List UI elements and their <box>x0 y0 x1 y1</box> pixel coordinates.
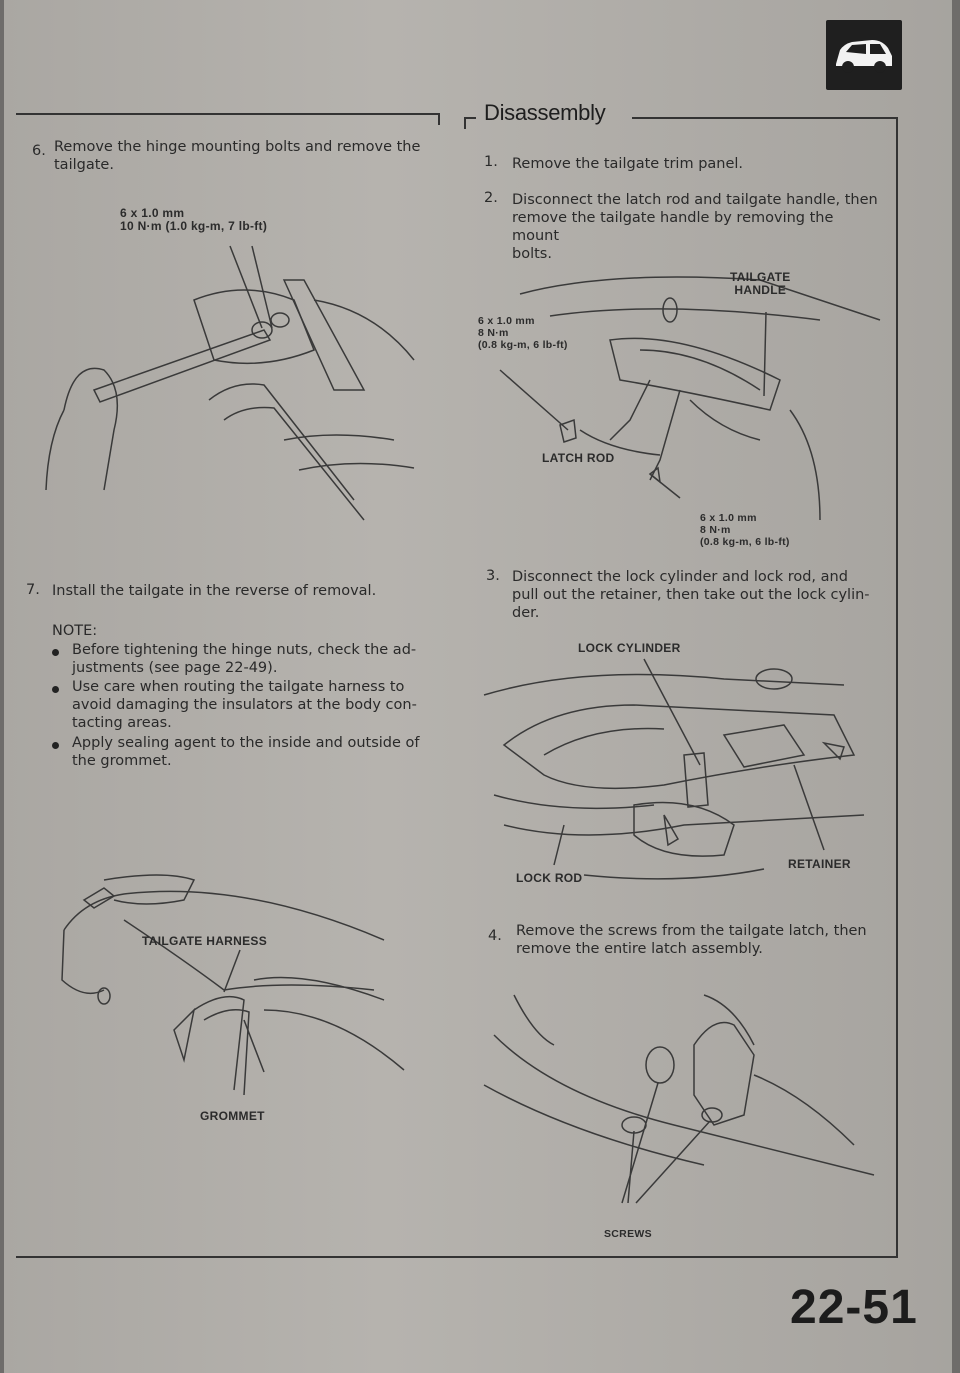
note-bullet-2 <box>52 686 59 693</box>
step-3-text <box>512 568 882 622</box>
section-title: Disassembly <box>484 100 606 125</box>
lock-cylinder-label: LOCK CYLINDER <box>578 641 681 655</box>
hinge-bolt-torque: 10 N·m (1.0 kg-m, 7 lb-ft) <box>120 219 268 233</box>
step-7-number: 7. <box>26 582 40 598</box>
torque-leader-line <box>230 246 262 328</box>
step-6-line-1: Remove the hinge mounting bolts and remove the <box>54 139 421 155</box>
left-top-tick <box>438 113 440 125</box>
step-4-line-1: Remove the screws from the tailgate latch, then <box>516 923 867 939</box>
note-2-line-1: Use care when routing the tailgate harness to <box>72 679 405 695</box>
tailgate-handle-label <box>730 271 791 297</box>
step-2-line-3: bolts. <box>512 246 552 262</box>
note-bullet-1 <box>52 649 59 656</box>
latch-rod-label: LATCH ROD <box>542 451 615 465</box>
latch-bolt-torque-imperial: (0.8 kg-m, 6 lb-ft) <box>700 536 790 548</box>
latch-bolt-torque-nm: 8 N·m <box>700 524 731 536</box>
step-3-number: 3. <box>486 568 500 584</box>
note-1-line-2: justments (see page 22-49). <box>72 660 278 676</box>
note-3-line-2: the grommet. <box>72 753 172 769</box>
lock-rod-label: LOCK ROD <box>516 871 583 885</box>
left-top-rule <box>16 113 440 115</box>
tailgate-handle-line-1: TAILGATE <box>730 270 791 284</box>
step-1-number: 1. <box>484 154 498 170</box>
step-7-text: Install the tailgate in the reverse of removal. <box>52 583 377 599</box>
step-2-line-1: Disconnect the latch rod and tailgate handle, then <box>512 192 878 208</box>
car-body-icon <box>826 20 902 90</box>
note-2 <box>72 678 442 732</box>
note-3 <box>72 734 442 770</box>
step-4-line-2: remove the entire latch assembly. <box>516 941 763 957</box>
screw-leader-3 <box>636 1121 710 1203</box>
manual-page <box>4 0 952 1373</box>
step-3-line-1: Disconnect the lock cylinder and lock rod, and <box>512 569 848 585</box>
note-bullet-3 <box>52 742 59 749</box>
note-1-line-1: Before tightening the hinge nuts, check the ad- <box>72 642 417 658</box>
handle-torque-spec <box>478 315 568 351</box>
step-4-number: 4. <box>488 928 502 944</box>
tailgate-handle-line-2: HANDLE <box>734 283 787 297</box>
harness-illustration <box>44 860 424 1110</box>
note-3-line-1: Apply sealing agent to the inside and outside of <box>72 735 420 751</box>
hinge-bolt-size: 6 x 1.0 mm <box>120 206 185 220</box>
grommet-label: GROMMET <box>200 1109 265 1123</box>
hinge-torque-spec <box>120 207 267 233</box>
step-2-text <box>512 191 882 263</box>
step-4-text <box>516 922 886 958</box>
bottom-rule <box>16 1256 898 1258</box>
note-1 <box>72 641 442 677</box>
note-label: NOTE: <box>52 623 98 639</box>
right-top-rule <box>632 117 898 119</box>
retainer-label: RETAINER <box>788 857 851 871</box>
step-2-number: 2. <box>484 190 498 206</box>
step-6-line-2: tailgate. <box>54 157 114 173</box>
screws-label: SCREWS <box>604 1228 652 1240</box>
handle-illustration <box>460 260 890 550</box>
step-3-line-3: der. <box>512 605 540 621</box>
handle-bolt-size: 6 x 1.0 mm <box>478 315 535 327</box>
tailgate-harness-label: TAILGATE HARNESS <box>142 934 268 948</box>
latch-bolt-size: 6 x 1.0 mm <box>700 512 757 524</box>
handle-leader-line <box>764 312 766 396</box>
latch-illustration <box>474 975 884 1235</box>
page-number: 22-51 <box>790 1281 918 1334</box>
latch-torque-spec <box>700 512 790 548</box>
note-2-line-2: avoid damaging the insulators at the body con- <box>72 697 417 713</box>
step-6-number: 6. <box>32 143 46 159</box>
handle-bolt-torque-nm: 8 N·m <box>478 327 509 339</box>
step-3-line-2: pull out the retainer, then take out the lock cylin- <box>512 587 870 603</box>
note-2-line-3: tacting areas. <box>72 715 172 731</box>
step-2-line-2: remove the tailgate handle by removing the mount <box>512 210 834 244</box>
handle-bolt-torque-imperial: (0.8 kg-m, 6 lb-ft) <box>478 339 568 351</box>
right-side-rule <box>896 117 898 1257</box>
hinge-removal-illustration <box>34 240 434 540</box>
step-6-text <box>54 138 444 174</box>
right-top-tick <box>464 117 466 129</box>
step-1-text: Remove the tailgate trim panel. <box>512 156 744 172</box>
